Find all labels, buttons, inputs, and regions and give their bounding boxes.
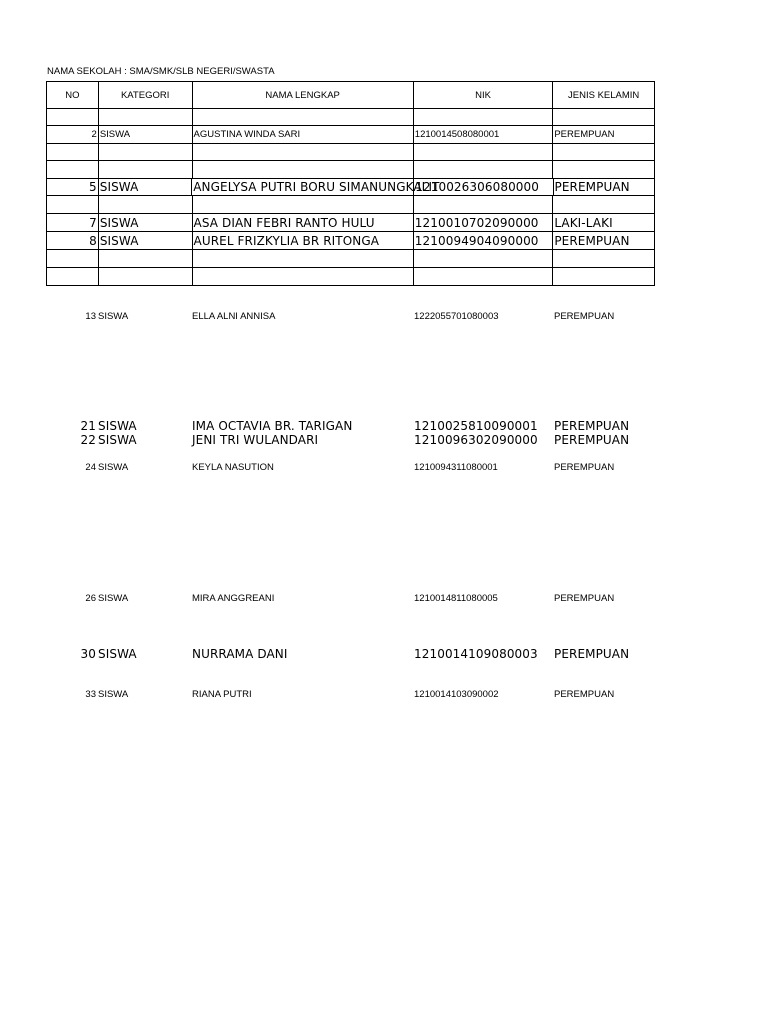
cell-nik: [413, 161, 553, 178]
cell-kategori: [98, 144, 192, 160]
cell-nama-lengkap: [192, 144, 413, 160]
cell-kategori: SISWA: [98, 592, 129, 604]
cell-nama-lengkap: JENI TRI WULANDARI: [192, 432, 319, 447]
cell-jenis-kelamin: PEREMPUAN: [552, 126, 654, 143]
cell-nik: [413, 144, 553, 160]
cell-no: 5: [88, 180, 97, 194]
cell-jenis-kelamin: PEREMPUAN: [554, 646, 630, 661]
cell-jenis-kelamin: PEREMPUAN: [554, 592, 615, 604]
cell-jenis-kelamin: [552, 109, 654, 125]
cell-kategori: SISWA: [98, 688, 129, 700]
cell-jenis-kelamin: LAKI-LAKI: [552, 214, 654, 231]
table-row: [46, 179, 655, 196]
table-row: [46, 109, 655, 126]
cell-nama-lengkap: IMA OCTAVIA BR. TARIGAN: [192, 418, 353, 433]
table-row: [46, 686, 655, 702]
cell-no: 21: [80, 418, 96, 433]
column-header-kategori: KATEGORI: [98, 82, 192, 108]
cell-jenis-kelamin: [552, 196, 654, 213]
cell-no: [47, 250, 98, 267]
cell-nama-lengkap: [192, 161, 413, 178]
table-row: [46, 250, 655, 268]
cell-nik: 1210026306080000: [413, 179, 552, 195]
cell-no: 30: [80, 646, 96, 661]
column-header-no: NO: [65, 89, 80, 101]
cell-nama-lengkap: [192, 268, 413, 285]
table-row: [46, 432, 655, 447]
table-row: [46, 308, 655, 324]
cell-no: 8: [89, 233, 97, 248]
cell-no: 24: [85, 461, 96, 473]
column-header-nik: NIK: [413, 82, 553, 108]
cell-nama-lengkap: AUREL FRIZKYLIA BR RITONGA: [192, 232, 413, 249]
cell-jenis-kelamin: PEREMPUAN: [554, 461, 615, 473]
table-row: [46, 418, 655, 433]
cell-nik: 1210094904090000: [413, 232, 553, 249]
cell-no: 33: [85, 688, 96, 700]
cell-no: 22: [80, 432, 96, 447]
cell-nama-lengkap: NURRAMA DANI: [192, 646, 288, 661]
cell-no: 13: [85, 310, 96, 322]
cell-kategori: [98, 161, 192, 178]
cell-jenis-kelamin: PEREMPUAN: [553, 179, 654, 195]
cell-nik: [413, 268, 553, 285]
cell-kategori: SISWA: [98, 232, 192, 249]
cell-nik: 1222055701080003: [414, 310, 499, 322]
cell-nik: [413, 196, 553, 213]
cell-kategori: SISWA: [98, 461, 129, 473]
table-row: [46, 232, 655, 250]
cell-no: 7: [89, 215, 97, 230]
cell-kategori: SISWA: [98, 310, 129, 322]
cell-nama-lengkap: [192, 196, 413, 213]
cell-kategori: [98, 250, 192, 267]
school-label: NAMA SEKOLAH : SMA/SMK/SLB NEGERI/SWASTA: [47, 66, 275, 77]
cell-no: 26: [85, 592, 96, 604]
cell-no: [47, 196, 98, 213]
cell-nik: 1210014103090002: [414, 688, 499, 700]
table-row: [46, 126, 655, 144]
table-row: [46, 214, 655, 232]
table-row: [46, 645, 655, 662]
cell-kategori: SISWA: [98, 646, 137, 661]
cell-nik: 1210014508080001: [413, 126, 553, 143]
cell-jenis-kelamin: PEREMPUAN: [554, 310, 615, 322]
column-header-nama-lengkap: NAMA LENGKAP: [192, 82, 413, 108]
cell-nama-lengkap: ANGELYSA PUTRI BORU SIMANUNGKALIT: [193, 180, 440, 194]
cell-no: [47, 144, 98, 160]
cell-jenis-kelamin: [552, 161, 654, 178]
cell-jenis-kelamin: PEREMPUAN: [554, 688, 615, 700]
cell-jenis-kelamin: [552, 268, 654, 285]
table-row: [46, 459, 655, 475]
cell-nama-lengkap: [192, 250, 413, 267]
cell-no: [47, 109, 98, 125]
cell-jenis-kelamin: [552, 250, 654, 267]
table-header-row: [46, 81, 655, 109]
column-header-jenis-kelamin: JENIS KELAMIN: [552, 82, 654, 108]
cell-kategori: [98, 109, 192, 125]
table-row: [46, 268, 655, 286]
cell-kategori: SISWA: [98, 418, 137, 433]
cell-kategori: [98, 268, 192, 285]
table-row: [46, 196, 655, 214]
cell-kategori: SISWA: [98, 126, 192, 143]
cell-nama-lengkap: KEYLA NASUTION: [192, 461, 274, 473]
cell-nama-lengkap: [192, 109, 413, 125]
cell-no: 2: [91, 129, 97, 140]
cell-nama-lengkap: AGUSTINA WINDA SARI: [192, 126, 413, 143]
cell-nik: 1210014811080005: [414, 592, 498, 604]
cell-jenis-kelamin: PEREMPUAN: [552, 232, 654, 249]
cell-no: [47, 268, 98, 285]
cell-nik: 1210025810090001: [414, 418, 538, 433]
cell-jenis-kelamin: [552, 144, 654, 160]
cell-nik: [413, 109, 553, 125]
cell-nik: [413, 250, 553, 267]
table-row: [46, 161, 655, 179]
table-row: [46, 590, 655, 606]
cell-jenis-kelamin: PEREMPUAN: [554, 418, 630, 433]
cell-nik: 1210094311080001: [414, 461, 498, 473]
cell-jenis-kelamin: PEREMPUAN: [554, 432, 630, 447]
cell-kategori: SISWA: [98, 179, 192, 195]
cell-nama-lengkap: RIANA PUTRI: [192, 688, 252, 700]
cell-kategori: [98, 196, 192, 213]
table-row: [46, 144, 655, 161]
cell-nik: 1210014109080003: [414, 646, 538, 661]
cell-no: [47, 161, 98, 178]
cell-kategori: SISWA: [98, 214, 192, 231]
cell-nik: 1210096302090000: [414, 432, 538, 447]
cell-nama-lengkap: ELLA ALNI ANNISA: [192, 310, 276, 322]
cell-nik: 1210010702090000: [413, 214, 553, 231]
cell-kategori: SISWA: [98, 432, 137, 447]
cell-nama-lengkap: ASA DIAN FEBRI RANTO HULU: [192, 214, 413, 231]
cell-nama-lengkap: MIRA ANGGREANI: [192, 592, 275, 604]
